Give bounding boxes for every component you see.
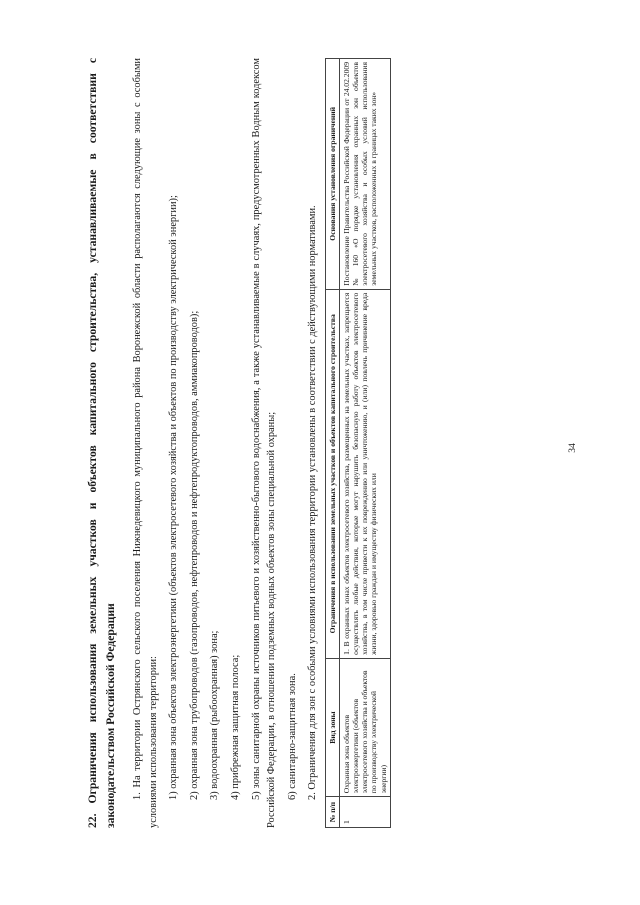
header-restrictions: Ограничения в использовании земельных участков и объектов капитального строительства (326, 289, 340, 658)
restrictions-table (325, 58, 391, 828)
zone-item-6: 6) санитарно-защитная зона. (286, 673, 298, 800)
header-basis: Основания установления ограничений (326, 59, 340, 290)
header-zone: Вид зоны (326, 658, 340, 796)
zone-item-5: 5) зоны санитарной охраны источников питьевого и хозяйственно-бытового водоснабжения, а также устанавливаемые в случаях, предусмотренных Водным кодексом Российской Федерации, в отношении подземных водных объектов зоны специальной охраны; (250, 58, 278, 828)
table-header-row (326, 59, 340, 828)
cell-zone: Охранная зона объектов электроэнергетики (объектов электросетевого хозяйства и объектов по производству электрической энергии) (340, 658, 391, 796)
cell-restrictions: 1. В охранных зонах объектов электросетевого хозяйства, размещенных на земельных участках, запрещается осуществлять любые действия, которые могут нарушить безопасную работу объектов электросетевого хозяйства, в том числе привести к их повреждению или уничтожению, и (или) повлечь причинение вреда жизни, здоровью граждан и имуществу физических или (340, 289, 391, 658)
table-row (340, 59, 391, 828)
section-heading: 22. Ограничения использования земельных участков и объектов капитального строительства, устанавливаемые в соответствии с законодательством Российской Федерации (86, 58, 117, 828)
page-number: 34 (567, 443, 578, 453)
paragraph-2: 2. Ограничения для зон с особыми условиями использования территории установлены в соответствии с действующими нормативами. (307, 205, 319, 800)
zone-item-3: 3) водоохранная (рыбоохранная) зона; (209, 630, 221, 800)
zone-item-4: 4) прибрежная защитная полоса; (229, 654, 241, 800)
page-content (80, 58, 560, 828)
zone-item-1: 1) охранная зона объектов электроэнергетики (объектов электросетевого хозяйства и объектов по производству электрической энергии); (168, 195, 180, 800)
intro-paragraph: 1. На территории Острянского сельского поселения Нижнедевицкого муниципального района Воронежской области располагаются следующие зоны с особыми условиями использования территории: (131, 58, 159, 828)
zone-item-2: 2) охранная зона трубопроводов (газопроводов, нефтепроводов и нефтепродуктопроводов, аммиакопроводов); (188, 310, 200, 800)
header-num: № п/п (326, 797, 340, 828)
cell-basis: Постановление Правительства Российской Федерации от 24.02.2009 № 160 «О порядке установления охранных зон объектов электросетевого хозяйства и особых условий использования земельных участков, расположенных в границах таких зон» (340, 59, 391, 290)
cell-num: 1 (340, 797, 391, 828)
